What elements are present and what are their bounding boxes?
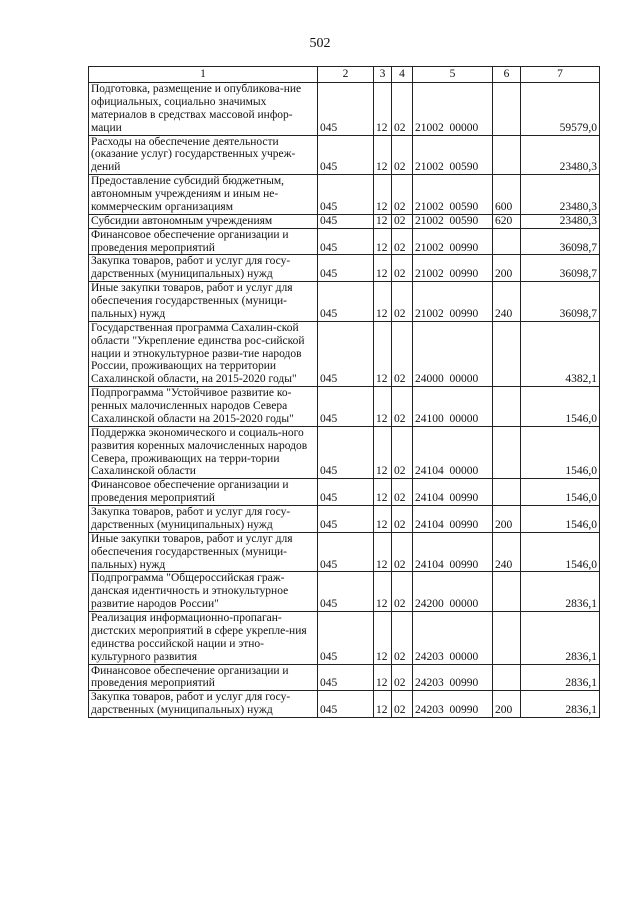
pr-code: 02	[392, 572, 413, 612]
item-name: Подпрограмма "Общероссийская граж-данская идентичность и этнокультурное развитие народов России"	[89, 572, 318, 612]
column-header: 2	[318, 67, 374, 83]
vr-code: 600	[493, 175, 521, 215]
pr-code: 02	[392, 83, 413, 136]
table-row	[89, 228, 600, 255]
vr-code: 200	[493, 255, 521, 282]
pr-code: 02	[392, 175, 413, 215]
gr-code: 045	[318, 282, 374, 322]
table-row	[89, 282, 600, 322]
item-name: Расходы на обеспечение деятельности (оказание услуг) государственных учреж-дений	[89, 135, 318, 175]
table-row	[89, 664, 600, 691]
amount: 2836,1	[521, 664, 600, 691]
table-row	[89, 532, 600, 572]
item-name: Поддержка экономического и социаль-ного развития коренных малочисленных народов Севера, проживающих на терри-тории Сахалинской области	[89, 426, 318, 479]
csr-code: 21002 00590	[413, 175, 493, 215]
csr-code: 24203 00990	[413, 664, 493, 691]
pr-code: 02	[392, 228, 413, 255]
csr-code: 24100 00000	[413, 387, 493, 427]
amount: 2836,1	[521, 612, 600, 665]
amount: 23480,3	[521, 135, 600, 175]
rz-code: 12	[374, 572, 392, 612]
table-row	[89, 135, 600, 175]
pr-code: 02	[392, 426, 413, 479]
vr-code	[493, 664, 521, 691]
csr-code: 24203 00990	[413, 691, 493, 718]
pr-code: 02	[392, 135, 413, 175]
gr-code: 045	[318, 532, 374, 572]
csr-code: 21002 00590	[413, 135, 493, 175]
rz-code: 12	[374, 691, 392, 718]
item-name: Государственная программа Сахалин-ской области "Укрепление единства рос-сийской нации и этнокультурное разви-тие народов России, проживающих на территории Сахалинской области, на 2015-2020 годы"	[89, 321, 318, 386]
pr-code: 02	[392, 532, 413, 572]
vr-code	[493, 426, 521, 479]
csr-code: 24200 00000	[413, 572, 493, 612]
table-body	[89, 83, 600, 718]
rz-code: 12	[374, 321, 392, 386]
gr-code: 045	[318, 691, 374, 718]
table-row	[89, 479, 600, 506]
table-row	[89, 214, 600, 228]
rz-code: 12	[374, 255, 392, 282]
pr-code: 02	[392, 691, 413, 718]
table-row	[89, 691, 600, 718]
vr-code	[493, 135, 521, 175]
csr-code: 21002 00590	[413, 214, 493, 228]
pr-code: 02	[392, 282, 413, 322]
item-name: Финансовое обеспечение организации и проведения мероприятий	[89, 228, 318, 255]
item-name: Закупка товаров, работ и услуг для госу-дарственных (муниципальных) нужд	[89, 255, 318, 282]
gr-code: 045	[318, 228, 374, 255]
gr-code: 045	[318, 175, 374, 215]
rz-code: 12	[374, 426, 392, 479]
gr-code: 045	[318, 612, 374, 665]
gr-code: 045	[318, 321, 374, 386]
amount: 1546,0	[521, 532, 600, 572]
rz-code: 12	[374, 532, 392, 572]
table-row	[89, 506, 600, 533]
amount: 2836,1	[521, 572, 600, 612]
rz-code: 12	[374, 612, 392, 665]
pr-code: 02	[392, 506, 413, 533]
gr-code: 045	[318, 479, 374, 506]
rz-code: 12	[374, 214, 392, 228]
amount: 2836,1	[521, 691, 600, 718]
pr-code: 02	[392, 387, 413, 427]
rz-code: 12	[374, 228, 392, 255]
gr-code: 045	[318, 83, 374, 136]
csr-code: 21002 00000	[413, 83, 493, 136]
rz-code: 12	[374, 506, 392, 533]
table-row	[89, 321, 600, 386]
item-name: Субсидии автономным учреждениям	[89, 214, 318, 228]
item-name: Предоставление субсидий бюджетным, автономным учреждениям и иным не-коммерческим организациям	[89, 175, 318, 215]
column-header: 6	[493, 67, 521, 83]
table-row	[89, 83, 600, 136]
csr-code: 24104 00990	[413, 479, 493, 506]
column-header: 7	[521, 67, 600, 83]
amount: 23480,3	[521, 175, 600, 215]
pr-code: 02	[392, 255, 413, 282]
column-header: 1	[89, 67, 318, 83]
vr-code	[493, 228, 521, 255]
gr-code: 045	[318, 135, 374, 175]
gr-code: 045	[318, 426, 374, 479]
item-name: Иные закупки товаров, работ и услуг для обеспечения государственных (муници-пальных) нужд	[89, 282, 318, 322]
rz-code: 12	[374, 175, 392, 215]
amount: 1546,0	[521, 387, 600, 427]
gr-code: 045	[318, 572, 374, 612]
rz-code: 12	[374, 83, 392, 136]
vr-code	[493, 321, 521, 386]
vr-code: 240	[493, 282, 521, 322]
rz-code: 12	[374, 282, 392, 322]
column-header: 3	[374, 67, 392, 83]
vr-code	[493, 612, 521, 665]
table-row	[89, 255, 600, 282]
vr-code: 200	[493, 691, 521, 718]
item-name: Иные закупки товаров, работ и услуг для обеспечения государственных (муници-пальных) нужд	[89, 532, 318, 572]
table-row	[89, 612, 600, 665]
amount: 23480,3	[521, 214, 600, 228]
table-row	[89, 387, 600, 427]
csr-code: 24104 00000	[413, 426, 493, 479]
table-row	[89, 572, 600, 612]
gr-code: 045	[318, 214, 374, 228]
rz-code: 12	[374, 479, 392, 506]
amount: 1546,0	[521, 426, 600, 479]
gr-code: 045	[318, 255, 374, 282]
vr-code: 620	[493, 214, 521, 228]
csr-code: 21002 00990	[413, 228, 493, 255]
amount: 1546,0	[521, 479, 600, 506]
gr-code: 045	[318, 664, 374, 691]
pr-code: 02	[392, 214, 413, 228]
item-name: Реализация информационно-пропаган-дистских мероприятий в сфере укрепле-ния единства российской нации и этно-культурного развития	[89, 612, 318, 665]
gr-code: 045	[318, 506, 374, 533]
table-row	[89, 175, 600, 215]
gr-code: 045	[318, 387, 374, 427]
pr-code: 02	[392, 664, 413, 691]
pr-code: 02	[392, 321, 413, 386]
csr-code: 21002 00990	[413, 255, 493, 282]
item-name: Закупка товаров, работ и услуг для госу-дарственных (муниципальных) нужд	[89, 506, 318, 533]
amount: 1546,0	[521, 506, 600, 533]
header-row	[89, 67, 600, 83]
item-name: Подготовка, размещение и опубликова-ние официальных, социально значимых материалов в средствах массовой инфор-мации	[89, 83, 318, 136]
vr-code	[493, 479, 521, 506]
amount: 36098,7	[521, 282, 600, 322]
budget-table	[88, 66, 600, 718]
item-name: Финансовое обеспечение организации и проведения мероприятий	[89, 479, 318, 506]
vr-code: 240	[493, 532, 521, 572]
amount: 59579,0	[521, 83, 600, 136]
page-number: 502	[309, 36, 331, 51]
column-header: 4	[392, 67, 413, 83]
table-row	[89, 426, 600, 479]
vr-code	[493, 83, 521, 136]
csr-code: 21002 00990	[413, 282, 493, 322]
csr-code: 24203 00000	[413, 612, 493, 665]
amount: 4382,1	[521, 321, 600, 386]
rz-code: 12	[374, 664, 392, 691]
csr-code: 24104 00990	[413, 532, 493, 572]
rz-code: 12	[374, 387, 392, 427]
item-name: Закупка товаров, работ и услуг для госу-дарственных (муниципальных) нужд	[89, 691, 318, 718]
vr-code: 200	[493, 506, 521, 533]
rz-code: 12	[374, 135, 392, 175]
column-header: 5	[413, 67, 493, 83]
pr-code: 02	[392, 479, 413, 506]
pr-code: 02	[392, 612, 413, 665]
item-name: Финансовое обеспечение организации и проведения мероприятий	[89, 664, 318, 691]
csr-code: 24000 00000	[413, 321, 493, 386]
csr-code: 24104 00990	[413, 506, 493, 533]
vr-code	[493, 387, 521, 427]
amount: 36098,7	[521, 255, 600, 282]
amount: 36098,7	[521, 228, 600, 255]
item-name: Подпрограмма "Устойчивое развитие ко-ренных малочисленных народов Севера Сахалинской области на 2015-2020 годы"	[89, 387, 318, 427]
vr-code	[493, 572, 521, 612]
